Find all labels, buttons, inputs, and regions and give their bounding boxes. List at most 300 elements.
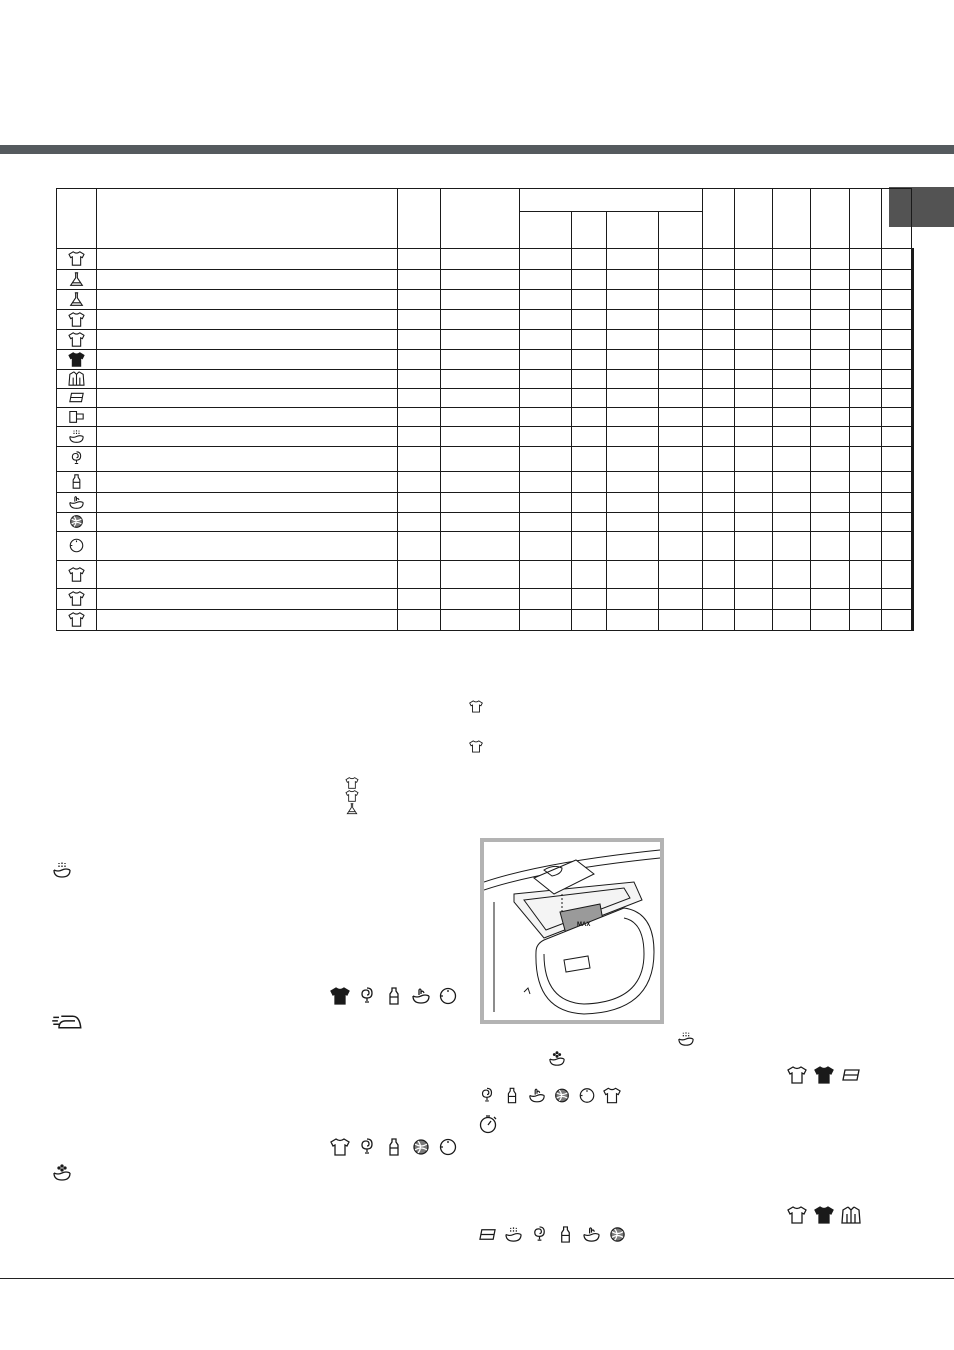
steam-basin-icon [68,429,85,444]
table-cell [882,427,912,447]
table-cell [882,389,912,408]
max-label: MAX [577,922,591,928]
dispenser-figure [480,838,664,1024]
header-cell [97,189,398,249]
table-cell [882,561,912,589]
table-cell [811,330,850,350]
table-cell [913,270,914,290]
table-cell [773,610,811,631]
programme-icon-cell [57,310,97,330]
table-cell [913,532,914,561]
table-cell [850,330,882,350]
table-cell [398,389,441,408]
programme-icon-cell [57,389,97,408]
table-cell [572,290,607,310]
header-cell [850,189,882,249]
table-row [57,408,914,427]
programme-icon-cell [57,561,97,589]
table-cell [703,493,735,513]
table-cell [659,290,703,310]
icon-row-light [330,1138,458,1156]
table-cell [520,472,572,493]
subheader-cell [572,212,607,249]
baby-bottle-icon [384,1138,404,1156]
table-cell [850,513,882,532]
programme-icon-cell [57,427,97,447]
table-cell [735,310,773,330]
tshirt-clock-icon [345,790,359,802]
table-cell [97,532,398,561]
table-cell [97,561,398,589]
table-cell [850,447,882,472]
table-cell [659,350,703,370]
table-cell [572,249,607,270]
table-cell [441,561,520,589]
programme-icon-cell [57,330,97,350]
table-cell [773,472,811,493]
table-cell [441,513,520,532]
wool-ball-icon [68,514,85,529]
table-cell [520,270,572,290]
programme-icon-cell [57,350,97,370]
dots-basin-icon [52,1164,72,1182]
header-cell [703,189,735,249]
tshirt-clock-icon [68,332,85,347]
icon-stack [345,777,359,815]
table-row [57,447,914,472]
table-cell [441,270,520,290]
table-row [57,290,914,310]
table-cell [773,561,811,589]
bedding-icon [68,409,85,424]
table-cell [520,350,572,370]
table-cell [811,370,850,389]
table-cell [659,447,703,472]
table-cell [735,493,773,513]
table-cell [398,427,441,447]
table-cell [607,472,659,493]
table-row [57,330,914,350]
table-cell [441,610,520,631]
table-cell [398,493,441,513]
header-cell [811,189,850,249]
programme-icon-cell [57,447,97,472]
table-cell [659,408,703,427]
hand-basin-icon [68,495,85,510]
table-cell [811,270,850,290]
programme-icon-cell [57,589,97,610]
table-cell [913,249,914,270]
table-cell [735,370,773,389]
tshirt-90p-icon [68,567,85,582]
table-cell [97,310,398,330]
table-cell [811,290,850,310]
dark-tshirt-icon [814,1206,834,1224]
table-cell [398,310,441,330]
table-row [57,610,914,631]
tshirt-60-icon [68,612,85,627]
table-cell [97,389,398,408]
icon-row-dark [330,987,458,1005]
table-cell [811,310,850,330]
table-cell [773,493,811,513]
table-cell [659,330,703,350]
table-cell [97,290,398,310]
table-cell [659,389,703,408]
table-cell [735,408,773,427]
clock-30-icon [68,538,85,553]
steam-basin-icon [52,861,72,879]
table-row [57,472,914,493]
table-cell [572,561,607,589]
shirt-icon [841,1206,861,1224]
table-cell [735,389,773,408]
table-cell [520,532,572,561]
table-cell [850,589,882,610]
table-row [57,427,914,447]
table-cell [398,330,441,350]
table-cell [773,389,811,408]
table-cell [441,427,520,447]
table-cell [441,408,520,427]
table-row [57,561,914,589]
table-cell [735,589,773,610]
table-cell [773,330,811,350]
table-cell [572,310,607,330]
spiral-icon [357,1138,377,1156]
table-cell [735,472,773,493]
timer-icon [478,1114,498,1134]
table-row [57,589,914,610]
table-cell [398,513,441,532]
table-cell [773,408,811,427]
table-cell [850,472,882,493]
table-cell [572,472,607,493]
table-cell [520,561,572,589]
tshirt-icon [787,1066,807,1084]
table-row [57,350,914,370]
programme-icon-cell [57,290,97,310]
programme-icon-cell [57,472,97,493]
table-cell [773,249,811,270]
table-cell [607,249,659,270]
table-cell [773,270,811,290]
table-cell [703,370,735,389]
table-cell [735,610,773,631]
table-cell [913,610,914,631]
table-cell [773,589,811,610]
steam-basin-icon [677,1030,695,1048]
table-cell [607,610,659,631]
table-cell [572,589,607,610]
tshirt-icon [330,1138,350,1156]
table-cell [735,447,773,472]
table-cell [572,610,607,631]
tshirt-40-icon [68,251,85,266]
table-row [57,370,914,389]
icon-row-right-1 [787,1066,861,1084]
table-cell [441,330,520,350]
subheader-cell [520,212,572,249]
table-cell [572,389,607,408]
table-cell [811,408,850,427]
table-cell [398,589,441,610]
programmes-table [56,188,914,631]
table-cell [811,589,850,610]
table-cell [398,249,441,270]
table-cell [659,472,703,493]
table-cell [97,350,398,370]
steam-basin-icon [504,1226,523,1243]
table-cell [773,447,811,472]
spiral-icon [530,1226,549,1243]
table-cell [913,350,914,370]
table-cell [882,472,912,493]
table-cell [882,370,912,389]
table-cell [703,561,735,589]
table-header-row [57,189,914,212]
iron-icon [52,1013,82,1031]
table-cell [913,330,914,350]
table-cell [811,561,850,589]
hand-basin-icon [582,1226,601,1243]
table-cell [735,330,773,350]
table-cell [441,472,520,493]
table-cell [703,589,735,610]
table-cell [97,427,398,447]
header-bar [0,145,954,154]
tshirt-icon [68,312,85,327]
table-cell [703,270,735,290]
table-cell [882,270,912,290]
towel-icon [841,1066,861,1084]
table-cell [882,493,912,513]
table-cell [882,532,912,561]
table-cell [607,290,659,310]
header-cell [398,189,441,249]
table-cell [659,513,703,532]
table-cell [913,427,914,447]
table-cell [735,427,773,447]
table-cell [520,408,572,427]
table-cell [735,350,773,370]
table-row [57,249,914,270]
table-cell [703,532,735,561]
table-cell [520,370,572,389]
footer-rule [0,1278,954,1279]
table-cell [572,427,607,447]
table-cell [97,370,398,389]
table-cell [850,270,882,290]
table-row [57,513,914,532]
table-cell [572,493,607,513]
table-cell [520,310,572,330]
icon-row-right-2 [478,1087,621,1104]
table-cell [913,389,914,408]
table-cell [659,249,703,270]
table-cell [773,427,811,447]
table-cell [398,408,441,427]
table-cell [913,370,914,389]
table-cell [703,610,735,631]
programme-icon-cell [57,493,97,513]
table-cell [520,447,572,472]
table-cell [703,427,735,447]
table-cell [850,427,882,447]
table-cell [659,427,703,447]
table-cell [703,350,735,370]
table-cell [97,330,398,350]
table-cell [607,589,659,610]
baby-bottle-icon [68,474,85,489]
table-cell [882,447,912,472]
table-cell [520,610,572,631]
table-row [57,270,914,290]
table-cell [398,447,441,472]
header-cell [882,189,912,249]
table-cell [850,408,882,427]
table-cell [441,532,520,561]
table-cell [607,447,659,472]
table-cell [913,472,914,493]
table-cell [913,589,914,610]
table-cell [882,310,912,330]
dispenser-drawing [484,842,660,1020]
baby-bottle-icon [503,1087,521,1104]
subheader-cell [607,212,659,249]
table-cell [811,472,850,493]
clock-30-icon [438,987,458,1005]
table-cell [811,389,850,408]
table-row [57,532,914,561]
table-cell [735,513,773,532]
hand-basin-icon [411,987,431,1005]
table-cell [607,513,659,532]
header-group-cell [520,189,703,212]
stain-flask-icon [68,272,85,287]
table-cell [659,370,703,389]
table-cell [441,249,520,270]
table-cell [607,389,659,408]
table-cell [659,589,703,610]
table-cell [520,330,572,350]
programme-icon-cell [57,532,97,561]
table-cell [703,513,735,532]
dark-tshirt-icon [330,987,350,1005]
table-cell [97,610,398,631]
table-row [57,310,914,330]
table-cell [850,370,882,389]
table-cell [97,493,398,513]
table-cell [398,561,441,589]
table-cell [572,447,607,472]
table-cell [811,350,850,370]
stain-flask-icon [68,292,85,307]
table-cell [572,330,607,350]
table-row [57,389,914,408]
table-cell [607,330,659,350]
icon-row-right-3 [787,1206,861,1224]
table-cell [811,427,850,447]
table-cell [572,532,607,561]
table-cell [773,532,811,561]
table-cell [773,290,811,310]
programme-icon-cell [57,513,97,532]
hand-basin-icon [528,1087,546,1104]
table-cell [735,270,773,290]
wool-ball-icon [553,1087,571,1104]
table-cell [735,249,773,270]
table-cell [913,513,914,532]
table-cell [607,561,659,589]
wool-ball-icon [411,1138,431,1156]
table-cell [882,290,912,310]
programme-icon-cell [57,270,97,290]
table-cell [398,610,441,631]
tshirt-40-icon [469,738,483,756]
table-cell [572,370,607,389]
table-cell [607,408,659,427]
table-cell [520,589,572,610]
towel-icon [478,1226,497,1243]
table-cell [607,270,659,290]
header-cell [735,189,773,249]
table-cell [607,427,659,447]
table-cell [850,350,882,370]
table-cell [520,249,572,270]
table-cell [811,447,850,472]
table-cell [520,513,572,532]
table-cell [659,310,703,330]
table-cell [882,513,912,532]
icon-row-right-4 [478,1226,627,1243]
dots-basin-icon [548,1050,566,1068]
table-cell [703,408,735,427]
table-cell [97,472,398,493]
header-cell [773,189,811,249]
table-cell [97,589,398,610]
table-cell [398,472,441,493]
tshirt-40-icon [345,777,359,789]
shirt-icon [68,371,85,386]
programme-icon-cell [57,370,97,389]
table-cell [913,447,914,472]
table-cell [441,389,520,408]
table-cell [607,532,659,561]
table-cell [773,310,811,330]
clock-30-icon [578,1087,596,1104]
table-cell [850,249,882,270]
baby-bottle-icon [384,987,404,1005]
table-cell [811,493,850,513]
table-cell [850,532,882,561]
table-cell [441,290,520,310]
table-row [57,493,914,513]
table-cell [735,290,773,310]
table-cell [441,589,520,610]
table-cell [97,513,398,532]
dark-tshirt-icon [814,1066,834,1084]
table-cell [882,330,912,350]
table-cell [882,589,912,610]
programme-icon-cell [57,408,97,427]
table-cell [773,513,811,532]
table-cell [572,408,607,427]
table-cell [659,561,703,589]
table-cell [441,493,520,513]
table-cell [735,561,773,589]
table-cell [811,610,850,631]
